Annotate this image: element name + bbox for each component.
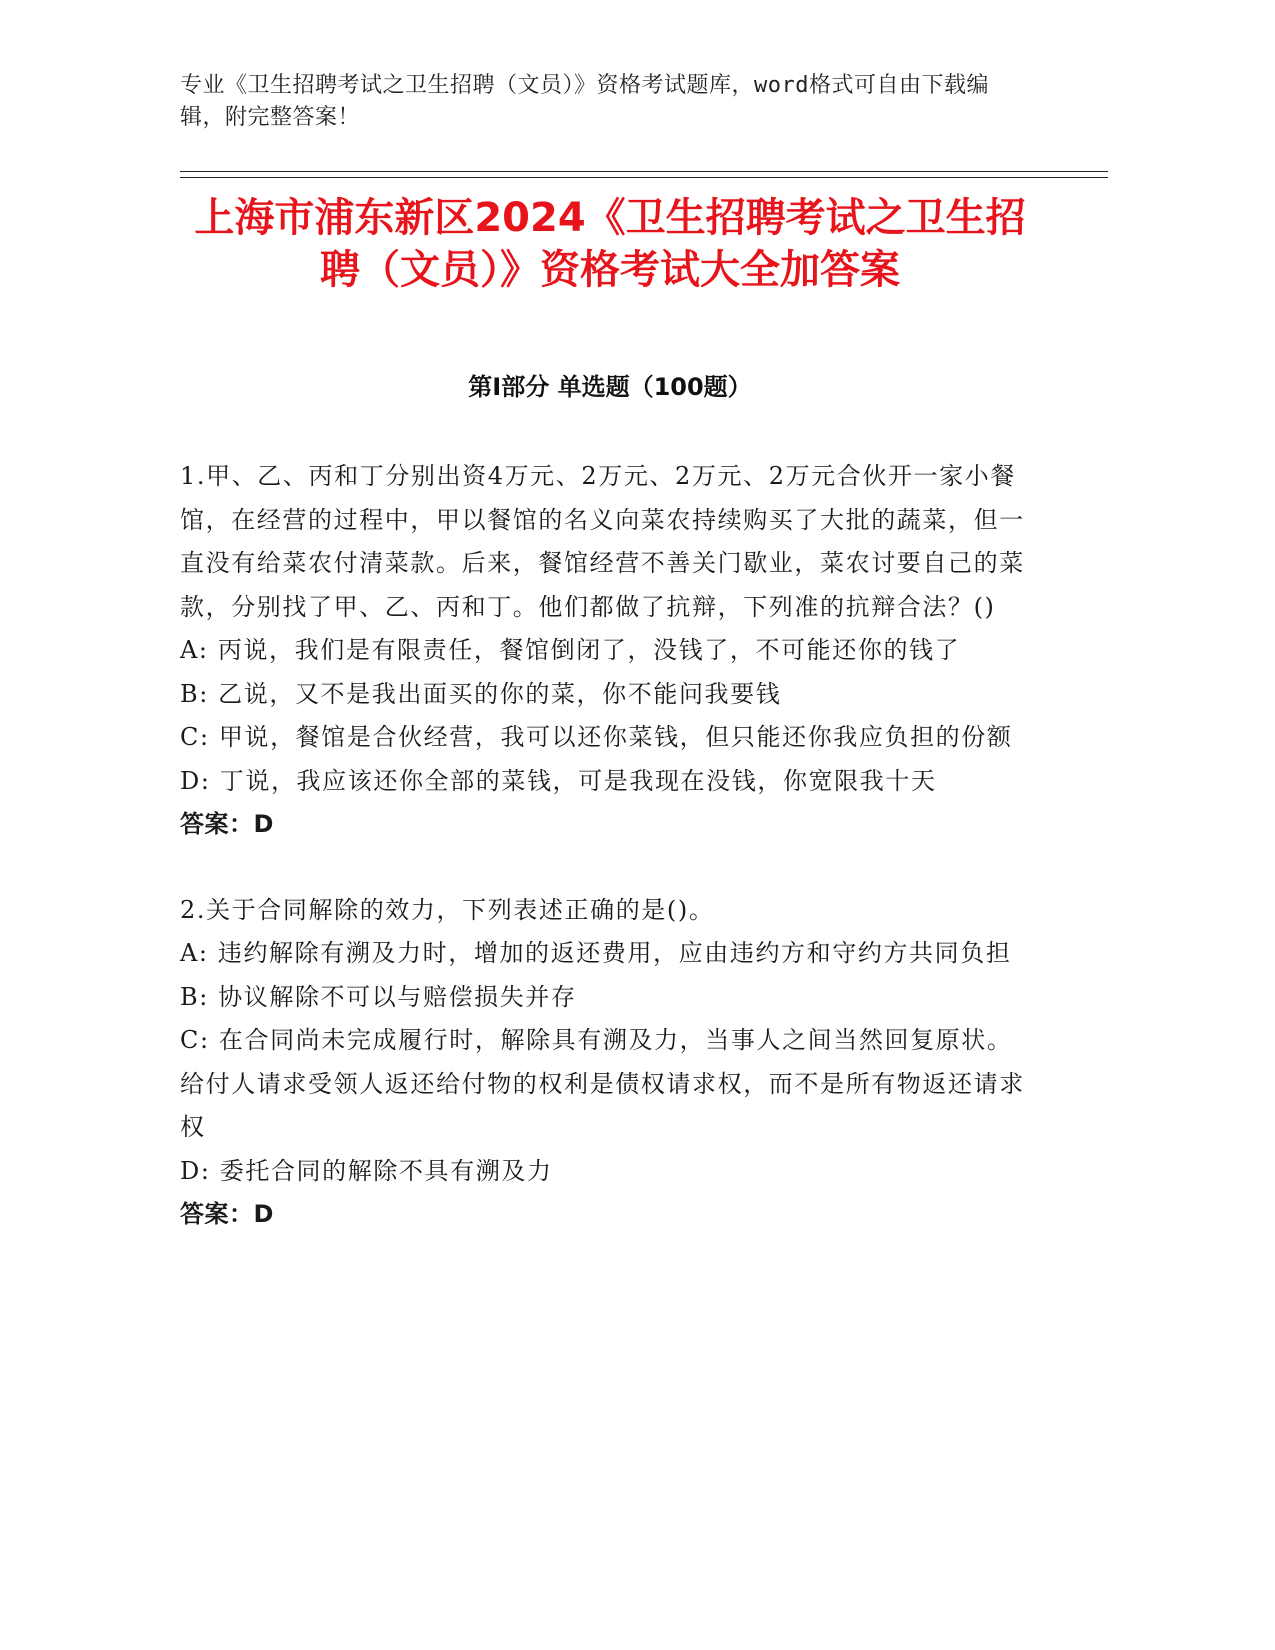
question-2 (180, 889, 1030, 1237)
option-a: A: 违约解除有溯及力时，增加的返还费用，应由违约方和守约方共同负担 (180, 939, 1012, 967)
question-stem: 2.关于合同解除的效力，下列表述正确的是()。 (180, 895, 715, 924)
answer: 答案：D (180, 1200, 274, 1228)
option-b: B: 协议解除不可以与赔偿损失并存 (180, 982, 577, 1011)
option-d: D: 丁说，我应该还你全部的菜钱，可是我现在没钱，你宽限我十天 (180, 766, 937, 795)
option-c: C: 甲说，餐馆是合伙经营，我可以还你菜钱，但只能还你我应负担的份额 (180, 723, 1013, 751)
option-a: A: 丙说，我们是有限责任，餐馆倒闭了，没钱了，不可能还你的钱了 (180, 636, 961, 664)
question-list (180, 455, 1030, 1279)
question-stem: 1.甲、乙、丙和丁分别出资4万元、2万元、2万元、2万元合伙开一家小餐馆，在经营的过程中，甲以餐馆的名义向菜农持续购买了大批的蔬菜，但一直没有给菜农付清菜款。后来，餐馆经营不善关门歇业，菜农讨要自己的菜款，分别找了甲、乙、丙和丁。他们都做了抗辩，下列准的抗辩合法？() (180, 462, 1025, 621)
header-rule-top (180, 171, 1108, 172)
answer: 答案：D (180, 810, 274, 838)
section-title: 第Ⅰ部分 单选题（100题） (468, 373, 752, 401)
document-title: 上海市浦东新区2024《卫生招聘考试之卫生招聘（文员）》资格考试大全加答案 (194, 195, 1026, 293)
option-c: C: 在合同尚未完成履行时，解除具有溯及力，当事人之间当然回复原状。给付人请求受领人返还给付物的权利是债权请求权，而不是所有物返还请求权 (180, 1026, 1025, 1141)
option-d: D: 委托合同的解除不具有溯及力 (180, 1156, 553, 1185)
option-b: B: 乙说，又不是我出面买的你的菜，你不能问我要钱 (180, 679, 782, 708)
question-1 (180, 455, 1030, 847)
header-rule-bottom (180, 177, 1108, 178)
header-note: 专业《卫生招聘考试之卫生招聘（文员）》资格考试题库，word格式可自由下载编辑，附完整答案！ (180, 73, 989, 130)
